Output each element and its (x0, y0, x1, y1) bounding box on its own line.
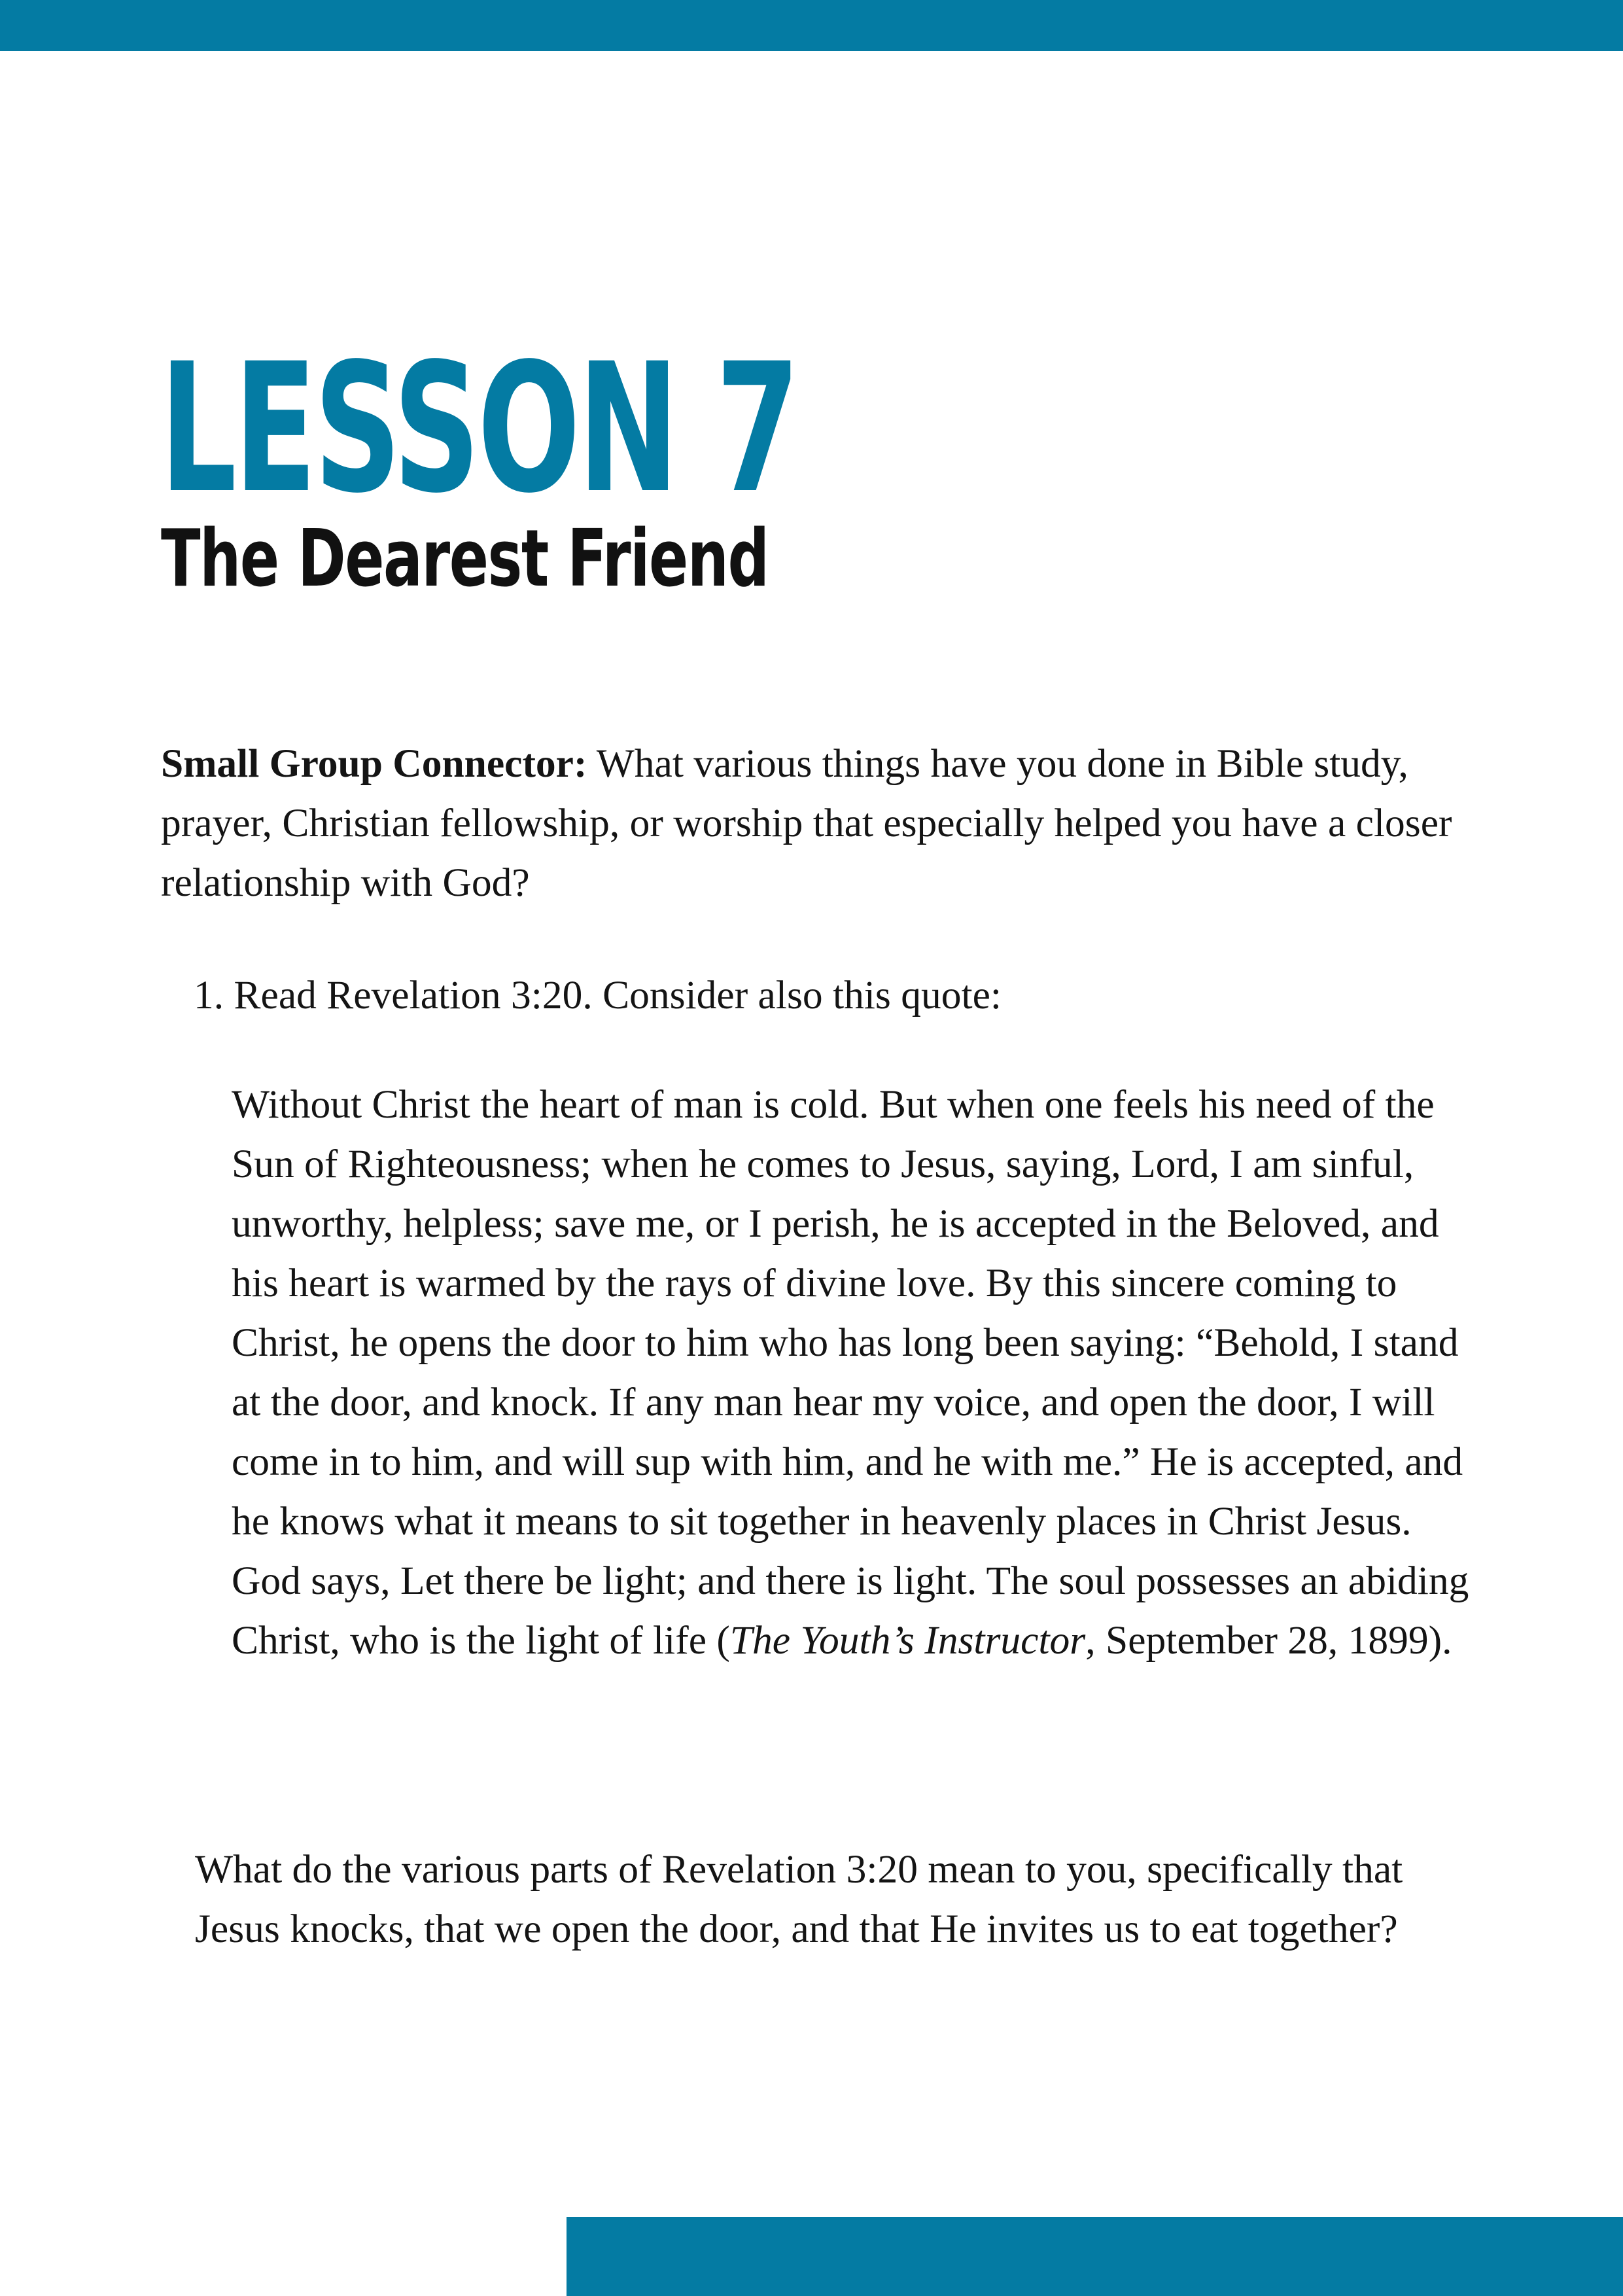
quote-block (232, 1075, 1488, 1670)
lesson-number: LESSON 7 (160, 326, 797, 533)
bottom-accent-bar (567, 2217, 1623, 2296)
quote-source-date: , September 28, 1899). (1085, 1618, 1452, 1663)
quote-text: Without Christ the heart of man is cold. But when one feels his need of the Sun of Righteousness; when he comes to Jesus, saying, Lord, I am sinful, unworthy, helpless; save me, or I perish, he is accepted in the Beloved, and his heart is warmed by the rays of divine love. By this sincere coming to Christ, he opens the door to him who has long been saying: “Behold, I stand at the door, and knock. If any man hear my voice, and open the door, I will come in to him, and will sup with him, and he with me.” He is accepted, and he knows what it means to sit together in heavenly places in Christ Jesus. God says, Let there be light; and there is light. The soul possesses an abiding Christ, who is the light of life ( (232, 1082, 1469, 1663)
follow-up-question: What do the various parts of Revelation 3:20 mean to you, specifically that Jesus knocks, that we open the door, and that He invites us to eat together? (195, 1847, 1403, 1951)
small-group-connector (161, 734, 1482, 913)
lesson-title: The Dearest Friend (161, 514, 769, 605)
question-1: 1. Read Revelation 3:20. Consider also this quote: (194, 973, 1002, 1017)
top-accent-bar (0, 0, 1623, 51)
connector-label: Small Group Connector: (161, 741, 587, 786)
connector-text: What various things have you done in Bible study, prayer, Christian fellowship, or worship that especially helped you have a closer relationship with God? (161, 741, 1452, 905)
quote-source-title: The Youth’s Instructor (729, 1618, 1086, 1663)
